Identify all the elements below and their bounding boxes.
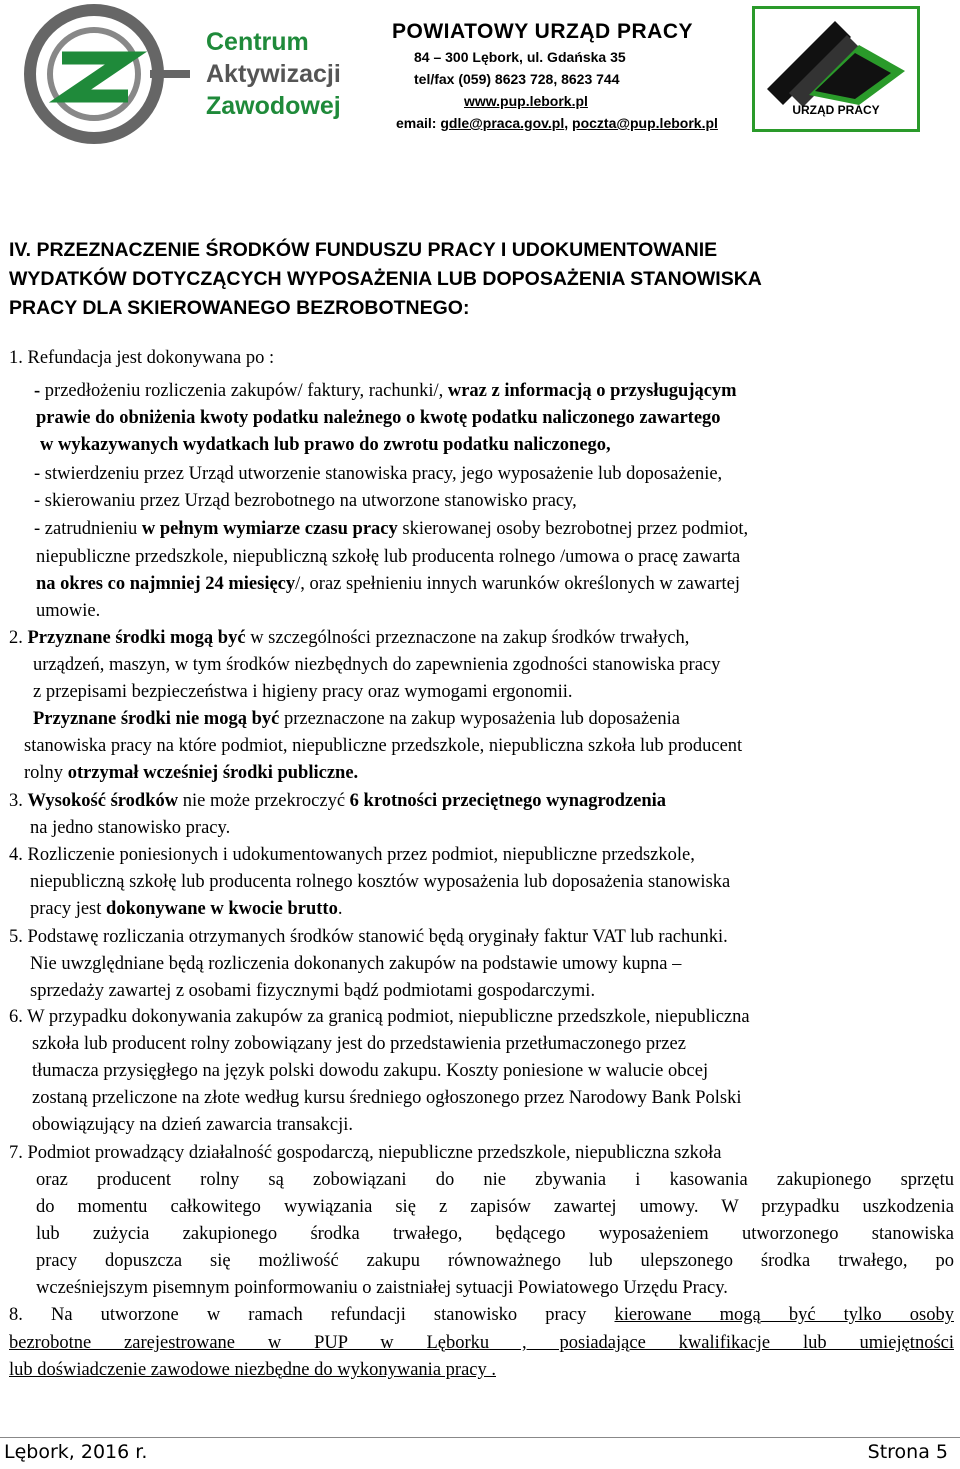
item-3-line-1 (9, 788, 666, 814)
item-5-line-2: Nie uwzględniane będą rozliczenia dokonanych zakupów na podstawie umowy kupna – (30, 954, 682, 974)
item-6-line-5: obowiązujący na dzień zawarcia transakcji. (32, 1115, 354, 1135)
pup-logo-text: URZĄD PRACY (792, 103, 880, 117)
pup-email-link-2[interactable]: poczta@pup.lebork.pl (572, 115, 718, 131)
item-4-line-2: niepubliczną szkołę lub producenta rolnego kosztów wyposażenia lub doposażenia stanowiska (30, 872, 731, 892)
bold-text: Przyznane środki mogą być (27, 628, 246, 648)
text: 8. Na utworzone w ramach refundacji stanowisko pracy (9, 1305, 615, 1325)
item-1-line-2 (34, 378, 737, 404)
item-6-line-1: 6. W przypadku dokonywania zakupów za granicą podmiot, niepubliczne przedszkole, niepubliczna (9, 1007, 750, 1027)
bold-text: na okres co najmniej 24 miesięcy (36, 574, 296, 594)
underlined-text: kierowane mogą być tylko osoby (614, 1305, 954, 1325)
item-1-line-10: umowie. (36, 601, 101, 621)
item-1-line-9 (36, 571, 740, 597)
bold-text: wraz z informacją o przysługującym (447, 381, 737, 401)
item-1-line-5: - stwierdzeniu przez Urząd utworzenie stanowiska pracy, jego wyposażenie lub doposażenie, (34, 464, 723, 484)
item-8-line-1 (9, 1302, 954, 1328)
item-1-line-3: prawie do obniżenia kwoty podatku należnego o kwotę podatku naliczonego zawartego (36, 408, 721, 428)
item-6-line-3: tłumacza przysięgłego na język polski dowodu zakupu. Koszty poniesione w walucie obcej (32, 1061, 709, 1081)
text: rolny (24, 763, 68, 783)
pup-title: POWIATOWY URZĄD PRACY (392, 20, 694, 43)
item-2-line-1 (9, 625, 689, 651)
cav-logo (0, 0, 370, 150)
pup-contact-block: POWIATOWY URZĄD PRACY 84 – 300 Lębork, ul. Gdańska 35 tel/fax (059) 8623 728, 8623 744 www.pup.lebork.pl email: gdle@praca.gov.pl, poczta@pup.lebork.pl (392, 20, 722, 134)
item-1-line-8: niepubliczne przedszkole, niepubliczną szkołę lub producenta rolnego /umowa o pracę zawarta (36, 547, 741, 567)
item-7-line-3: do momentu całkowitego wywiązania się z zapisów zawartej umowy. W przypadku uszkodzenia (36, 1197, 954, 1217)
item-4-line-3 (30, 896, 342, 922)
item-1-line-4: w wykazywanych wydatkach lub prawo do zwrotu podatku naliczonego, (40, 435, 611, 455)
item-7-line-2: oraz producent rolny są zobowiązani do nie zbywania i kasowania zakupionego sprzętu (36, 1170, 954, 1190)
bold-text: dokonywane w kwocie brutto (106, 899, 338, 919)
bold-text: w pełnym wymiarze czasu pracy (141, 519, 398, 539)
item-5-line-1: 5. Podstawę rozliczania otrzymanych środków stanowić będą oryginały faktur VAT lub rachunki. (9, 927, 728, 947)
text: pracy jest (30, 899, 107, 919)
item-6-line-2: szkoła lub producent rolny zobowiązany jest do przedstawienia przetłumaczonego przez (32, 1034, 686, 1054)
text: skierowanej osoby bezrobotnej przez podmiot, (397, 519, 749, 539)
item-2-line-2: urządzeń, maszyn, w tym środków niezbędnych do zapewnienia zgodności stanowiska pracy (33, 655, 721, 675)
section-heading-line-3: PRACY DLA SKIEROWANEGO BEZROBOTNEGO: (9, 297, 470, 319)
item-4-line-1: 4. Rozliczenie poniesionych i udokumentowanych przez podmiot, niepubliczne przedszkole, (9, 845, 695, 865)
text: /, oraz spełnieniu innych warunków określonych w zawartej (295, 574, 741, 594)
bold-text: otrzymał wcześniej środki publiczne. (67, 763, 359, 783)
text: przedłożeniu rozliczenia zakupów/ faktury, rachunki/, (44, 381, 448, 401)
item-7-line-5: pracy dopuszcza się możliwość zakupu równoważnego lub ulepszonego środka trwałego, po (36, 1251, 954, 1271)
item-2-line-6 (24, 760, 358, 786)
pup-address: 84 – 300 Lębork, ul. Gdańska 35 (414, 49, 626, 65)
item-6-line-4: zostaną przeliczone na złote według kursu średniego ogłoszonego przez Narodowy Bank Polski (32, 1088, 742, 1108)
number: 3. (9, 791, 28, 811)
text: nie może przekroczyć (178, 791, 350, 811)
pup-phone: tel/fax (059) 8623 728, 8623 744 (414, 71, 620, 87)
item-2-line-5: stanowiska pracy na które podmiot, niepubliczne przedszkole, niepubliczna szkoła lub producent (24, 736, 743, 756)
pup-website-link[interactable]: www.pup.lebork.pl (464, 93, 588, 109)
item-2-line-3: z przepisami bezpieczeństwa i higieny pracy oraz wymogami ergonomii. (33, 682, 573, 702)
item-1-line-1 (9, 345, 274, 371)
pup-email-label: email: (396, 115, 437, 131)
section-heading-line-1: IV. PRZEZNACZENIE ŚRODKÓW FUNDUSZU PRACY I UDOKUMENTOWANIE (9, 239, 718, 261)
item-7-line-6: wcześniejszym pisemnym poinformowaniu o zaistniałej sytuacji Powiatowego Urzędu Pracy. (36, 1278, 728, 1298)
bold-text: Przyznane środki nie mogą być (33, 709, 280, 729)
item-3-line-2: na jedno stanowisko pracy. (30, 818, 231, 838)
footer-place-date: Lębork, 2016 r. (4, 1441, 148, 1463)
bold-text: Wysokość środków (27, 791, 179, 811)
pup-email-link-1[interactable]: gdle@praca.gov.pl (440, 115, 565, 131)
item-1-number: 1. Refundacja jest dokonywana po : (9, 348, 275, 368)
text: w szczególności przeznaczone na zakup środków trwałych, (245, 628, 690, 648)
text: . (337, 899, 343, 919)
section-heading-line-2: WYDATKÓW DOTYCZĄCYCH WYPOSAŻENIA LUB DOPOSAŻENIA STANOWISKA (9, 268, 762, 290)
pup-logo (752, 6, 920, 132)
dash: - (34, 381, 45, 401)
footer-page-number: Strona 5 (867, 1441, 948, 1463)
item-1-line-6: - skierowaniu przez Urząd bezrobotnego na utworzone stanowisko pracy, (34, 491, 577, 511)
text: przeznaczone na zakup wyposażenia lub doposażenia (279, 709, 680, 729)
text: - zatrudnieniu (34, 519, 142, 539)
cav-logo-line-3: Zawodowej (206, 92, 341, 120)
bold-text: 6 krotności przeciętnego wynagrodzenia (349, 791, 667, 811)
item-8-line-3: lub doświadczenie zawodowe niezbędne do wykonywania pracy . (9, 1360, 496, 1380)
cav-logo-line-1: Centrum (206, 28, 309, 56)
item-5-line-3: sprzedaży zawartej z osobami fizycznymi bądź podmiotami gospodarczymi. (30, 981, 596, 1001)
item-8-line-2: bezrobotne zarejestrowane w PUP w Lęborku , posiadające kwalifikacje lub umiejętności (9, 1333, 954, 1353)
item-7-line-4: lub zużycia zakupionego środka trwałego, będącego wyposażeniem utworzonego stanowiska (36, 1224, 954, 1244)
number: 2. (9, 628, 28, 648)
item-7-line-1: 7. Podmiot prowadzący działalność gospodarczą, niepubliczne przedszkole, niepubliczna szkoła (9, 1143, 722, 1163)
footer-divider (0, 1437, 960, 1438)
item-1-line-7 (34, 516, 748, 542)
cav-logo-line-2: Aktywizacji (206, 60, 341, 88)
item-2-line-4 (33, 706, 680, 732)
